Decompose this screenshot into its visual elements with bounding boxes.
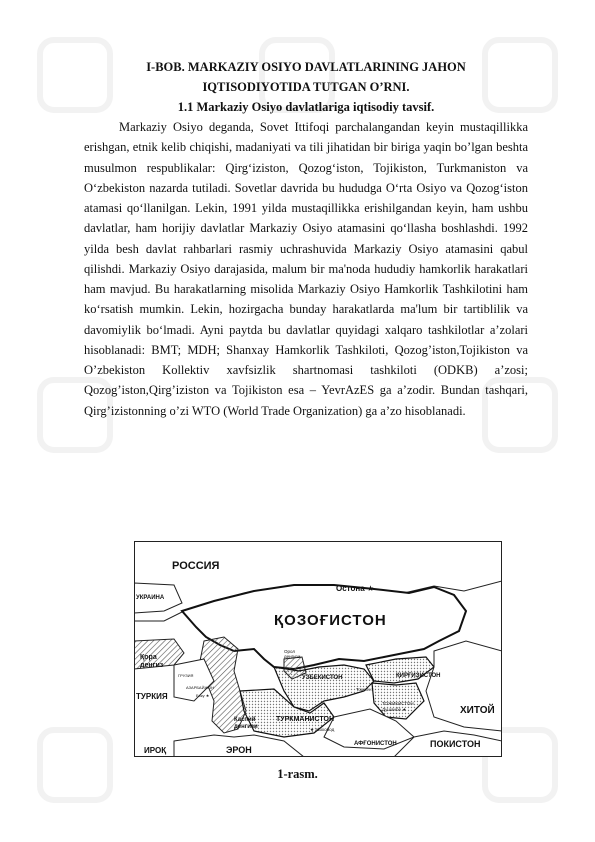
label-georgia: ГРУЗИЯ — [178, 673, 194, 678]
chapter-title-line-2: IQTISODIYOTIDA TUTGAN O’RNI. — [202, 80, 410, 94]
body-paragraph: Markaziy Osiyo deganda, Sovet Ittifoqi parchalangandan keyin mustaqillikka erishgan, etnik kelib chiqishi, madaniyati va tili jihatidan bir biriga yaqin bo’lgan beshta musulmon respublikalar: Qirg‘iziston, Qozog‘iston, Tojikiston, Turkmaniston va O‘zbekiston nazarda tutiladi. Sovetlar davrida bu hududga O‘rta Osiyo va Qozog‘iston atamasi qo‘llanilgan. Lekin, 1991 yilda mustaqillikka erishilgandan keyin, ham ushbu davlatlar, ham horijiy davlatlar Markaziy Osiyo atamasini qo‘llasha boshlashdi. 1992 yilda besh davlat rahbarlari rasmiy uchrashuvida Markaziy Osiyo atamasini qabul qilishdi. Markaziy Osiyo darajasida, malum bir ma'noda hududiy hamkorlik harakatlari ham mavjud. Bu harakatlarning misolida Markaziy Osiyo Hamkorlik Tashkilotini ham ko‘rsatish mumkin. Lekin, hozirgacha bunday harakatlarda ma'lum bir tartiblilik va davomiylik bo‘lmadi. Ayni paytda bu davlatlar quyidagi xalqaro tashkilotlar a’zolari hisoblanadi: BMT; MDH; Shanxay Hamkorlik Tashkiloti, Qozog’iston,Tojikiston va O’zbekiston Kollektiv xavfsizlik shartnomasi tashkiloti (ODKB) a’zosi; Qozog’iston,Qirg’iziston va Tojikiston esa – YevrAzES ga a’zodir. Bundan tashqari, Qirg’izistonning o’zi WTO (World Trade Organization) ga a’zo hisoblanadi. — [84, 120, 528, 418]
figure-caption: 1-rasm. — [277, 767, 318, 781]
label-astana: Остона ★ — [336, 584, 375, 593]
section-title: 1.1 Markaziy Osiyo davlatlariga iqtisodiy tavsif. — [177, 100, 435, 114]
label-tajikistan-2: Душанбе ★ — [382, 707, 407, 712]
label-black-sea-2: денгиз — [140, 662, 164, 669]
label-uzbekistan: ЎЗБЕКИСТОН — [302, 675, 343, 681]
label-pakistan: ПОКИСТОН — [430, 739, 481, 749]
label-black-sea-1: Қора — [140, 654, 157, 661]
label-turkmenistan: ТУРКМАНИСТОН — [276, 716, 335, 723]
label-aral-1: Орол — [284, 649, 296, 654]
label-caspian-1: Каспий — [234, 717, 256, 723]
label-ukraine: УКРАИНА — [136, 595, 165, 601]
label-kazakhstan: ҚОЗОҒИСТОН — [274, 612, 387, 629]
label-ashgabat: ★ Ашхобод — [310, 727, 335, 732]
label-baku: Боку ★ — [196, 693, 210, 698]
document-page — [84, 57, 528, 421]
label-turkey: ТУРКИЯ — [136, 692, 168, 701]
label-china: ХИТОЙ — [460, 705, 495, 716]
label-azerbaijan: АЗАРБАЙЖОН — [186, 685, 215, 690]
label-caspian-2: денгизи — [234, 724, 258, 730]
label-tajikistan-1: ТОЖИКИСТОН — [382, 701, 414, 706]
chapter-title-line-1: I-BOB. MARKAZIY OSIYO DAVLATLARINING JAHON — [146, 60, 466, 74]
label-iran: ЭРОН — [226, 745, 252, 755]
label-afghanistan: АФҒОНИСТОН — [354, 741, 397, 747]
label-russia: РОССИЯ — [172, 560, 220, 572]
label-iraq: ИРОҚ — [144, 746, 167, 755]
label-kyrgyzstan: ҚИРҒИЗИСТОН — [396, 673, 441, 679]
central-asia-map — [134, 541, 502, 757]
label-aral-2: денгизи — [284, 654, 301, 659]
label-tashkent: Тошкент — [356, 687, 374, 692]
